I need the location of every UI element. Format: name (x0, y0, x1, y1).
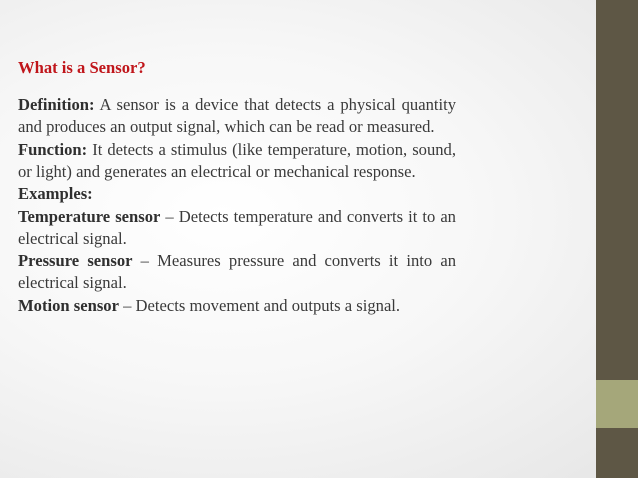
definition-term: Definition: (18, 95, 95, 114)
example-motion-sensor (18, 295, 456, 317)
function-paragraph (18, 139, 456, 183)
example-term: Temperature sensor (18, 206, 161, 226)
example-term: Motion sensor (18, 295, 119, 315)
example-text: – Measures pressure and converts it into an electrical signal. (18, 251, 456, 293)
example-term: Pressure sensor (18, 251, 133, 271)
definition-paragraph (18, 94, 456, 138)
function-term: Function: (18, 139, 88, 159)
example-text: – Detects temperature and converts it to an electrical signal. (18, 206, 456, 248)
slide-title: What is a Sensor? (18, 58, 146, 77)
example-temperature-sensor (18, 206, 456, 250)
examples-heading (18, 183, 456, 205)
function-text: It detects a stimulus (like temperature, motion, sound, or light) and generates an electrical or mechanical response. (18, 139, 456, 181)
decorative-sidebar-accent (596, 380, 638, 428)
slide-content (18, 57, 456, 317)
examples-heading-label: Examples: (18, 184, 93, 204)
example-pressure-sensor (18, 250, 456, 294)
definition-text: A sensor is a device that detects a physical quantity and produces an output signal, which can be read or measured. (18, 95, 456, 136)
example-text: – Detects movement and outputs a signal. (118, 295, 401, 315)
